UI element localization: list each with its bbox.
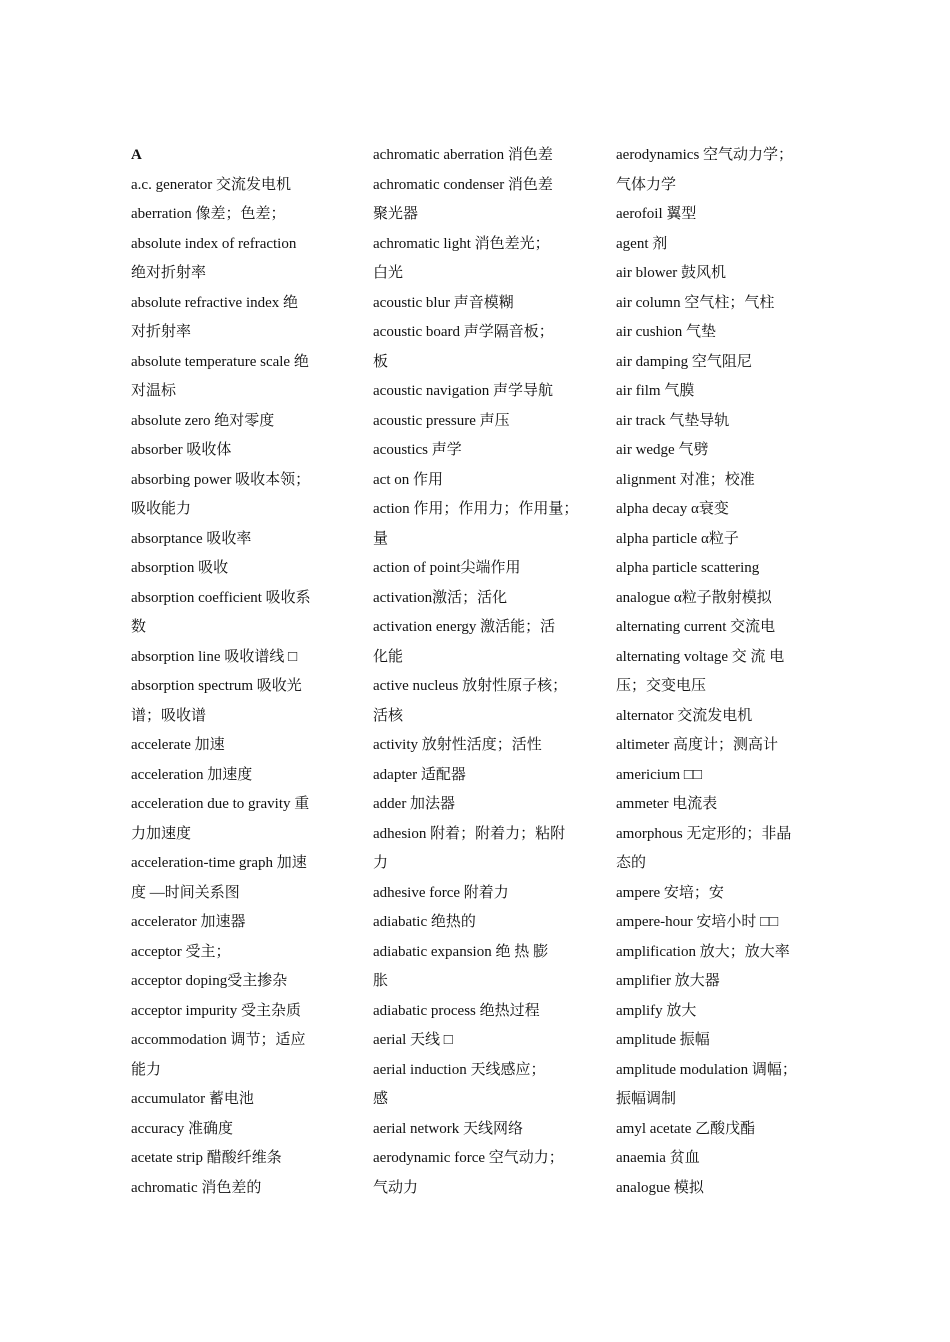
glossary-line: alpha particle α粒子 bbox=[616, 530, 739, 547]
glossary-line: acetate strip 醋酸纤维条 bbox=[131, 1150, 282, 1166]
glossary-line: aerodynamic force 空气动力； bbox=[373, 1150, 564, 1166]
glossary-line: air cushion 气垫 bbox=[616, 324, 716, 340]
glossary-line: amplify 放大 bbox=[616, 1002, 697, 1019]
glossary-line: aberration 像差；色差； bbox=[131, 206, 286, 222]
glossary-line: amplitude modulation 调幅； bbox=[616, 1061, 797, 1078]
column-2 bbox=[373, 141, 581, 1203]
glossary-line: absorption 吸收 bbox=[131, 560, 229, 576]
glossary-line: absorption spectrum 吸收光 bbox=[131, 678, 302, 694]
glossary-line: 气动力 bbox=[373, 1179, 419, 1196]
glossary-line: air track 气垫导轨 bbox=[616, 412, 730, 429]
glossary-line: acceptor impurity 受主杂质 bbox=[131, 1002, 301, 1019]
glossary-line: americium □□ bbox=[616, 766, 703, 783]
glossary-line: accommodation 调节；适应 bbox=[131, 1032, 306, 1048]
glossary-line: achromatic aberration 消色差 bbox=[373, 147, 553, 163]
glossary-line: 振幅调制 bbox=[616, 1091, 677, 1107]
glossary-line: 力 bbox=[373, 855, 389, 871]
glossary-line: 力加速度 bbox=[131, 825, 192, 842]
column-1 bbox=[131, 141, 339, 1203]
glossary-line: active nucleus 放射性原子核； bbox=[373, 678, 568, 694]
glossary-line: acceptor doping受主掺杂 bbox=[131, 973, 288, 989]
column-3 bbox=[616, 141, 824, 1203]
glossary-line: altimeter 高度计；测高计 bbox=[616, 737, 779, 753]
glossary-line: acoustics 声学 bbox=[373, 442, 462, 458]
glossary-line: adiabatic 绝热的 bbox=[373, 914, 476, 930]
glossary-line: accelerator 加速器 bbox=[131, 914, 246, 930]
glossary-line: acoustic blur 声音模糊 bbox=[373, 294, 514, 311]
glossary-line: adder 加法器 bbox=[373, 796, 456, 812]
glossary-line: aerofoil 翼型 bbox=[616, 206, 697, 222]
glossary-line: achromatic 消色差的 bbox=[131, 1179, 262, 1196]
glossary-line: aerial induction 天线感应； bbox=[373, 1061, 546, 1078]
glossary-line: 绝对折射率 bbox=[131, 265, 207, 281]
glossary-line: alpha particle scattering bbox=[616, 560, 760, 576]
glossary-line: acoustic navigation 声学导航 bbox=[373, 383, 553, 399]
glossary-line: alternator 交流发电机 bbox=[616, 707, 753, 724]
glossary-line: absolute temperature scale 绝 bbox=[131, 353, 309, 370]
glossary-line: achromatic condenser 消色差 bbox=[373, 176, 553, 193]
glossary-line: amplification 放大；放大率 bbox=[616, 943, 790, 960]
glossary-line: amyl acetate 乙酸戊酯 bbox=[616, 1120, 756, 1137]
glossary-line: analogue α粒子散射模拟 bbox=[616, 589, 772, 606]
glossary-line: activation激活；活化 bbox=[373, 589, 508, 606]
glossary-line: absolute zero 绝对零度 bbox=[131, 412, 275, 429]
glossary-line: absorber 吸收体 bbox=[131, 442, 232, 458]
glossary-line: act on 作用 bbox=[373, 471, 443, 488]
glossary-line: accuracy 准确度 bbox=[131, 1120, 234, 1137]
glossary-line: amplitude 振幅 bbox=[616, 1032, 710, 1048]
glossary-line: alternating voltage 交 流 电 bbox=[616, 648, 785, 665]
glossary-line: adhesion 附着；附着力；粘附 bbox=[373, 825, 566, 842]
glossary-line: absorbing power 吸收本领； bbox=[131, 471, 311, 488]
glossary-line: a.c. generator 交流发电机 bbox=[131, 176, 291, 193]
glossary-line: alignment 对准；校准 bbox=[616, 471, 755, 488]
glossary-line: absolute refractive index 绝 bbox=[131, 294, 299, 311]
glossary-line: amorphous 无定形的；非晶 bbox=[616, 825, 792, 842]
glossary-line: 压；交变电压 bbox=[616, 678, 707, 694]
glossary-line: 白光 bbox=[373, 265, 404, 281]
glossary-line: adiabatic expansion 绝 热 膨 bbox=[373, 943, 548, 960]
glossary-line: absorption line 吸收谱线 □ bbox=[131, 648, 298, 665]
glossary-line: achromatic light 消色差光； bbox=[373, 235, 550, 252]
glossary-line: acceleration 加速度 bbox=[131, 766, 253, 783]
glossary-line: accelerate 加速 bbox=[131, 737, 225, 753]
glossary-line: air blower 鼓风机 bbox=[616, 265, 726, 281]
glossary-line: absorption coefficient 吸收系 bbox=[131, 589, 311, 606]
glossary-line: 对折射率 bbox=[131, 324, 192, 340]
glossary-line: absolute index of refraction bbox=[131, 235, 297, 252]
glossary-line: acceleration-time graph 加速 bbox=[131, 855, 307, 871]
glossary-line: 对温标 bbox=[131, 383, 177, 399]
glossary-line: 活核 bbox=[373, 707, 404, 724]
glossary-line: aerial network 天线网络 bbox=[373, 1120, 523, 1137]
glossary-line: adapter 适配器 bbox=[373, 766, 466, 783]
glossary-line: agent 剂 bbox=[616, 235, 668, 252]
glossary-line: 聚光器 bbox=[373, 206, 419, 222]
glossary-line: action 作用；作用力；作用量； bbox=[373, 501, 579, 517]
glossary-line: air column 空气柱；气柱 bbox=[616, 294, 775, 311]
glossary-line: 量 bbox=[373, 530, 389, 547]
glossary-line: 度 —时间关系图 bbox=[131, 884, 240, 901]
glossary-line: 数 bbox=[131, 619, 147, 635]
glossary-line: ammeter 电流表 bbox=[616, 796, 718, 812]
glossary-line: action of point尖端作用 bbox=[373, 560, 521, 576]
glossary-line: acceleration due to gravity 重 bbox=[131, 796, 310, 812]
section-letter-heading: A bbox=[131, 147, 142, 163]
glossary-line: amplifier 放大器 bbox=[616, 973, 720, 989]
glossary-line: analogue 模拟 bbox=[616, 1179, 704, 1196]
glossary-line: 板 bbox=[373, 353, 389, 370]
glossary-line: 谱；吸收谱 bbox=[131, 707, 207, 724]
glossary-line: 吸收能力 bbox=[131, 501, 192, 517]
glossary-line: anaemia 贫血 bbox=[616, 1150, 700, 1166]
glossary-line: air wedge 气劈 bbox=[616, 442, 709, 458]
glossary-line: acoustic pressure 声压 bbox=[373, 412, 510, 429]
glossary-line: aerodynamics 空气动力学； bbox=[616, 147, 794, 163]
glossary-line: activation energy 激活能；活 bbox=[373, 619, 556, 635]
glossary-line: alternating current 交流电 bbox=[616, 619, 776, 635]
glossary-line: ampere 安培；安 bbox=[616, 884, 724, 901]
glossary-line: air film 气膜 bbox=[616, 383, 695, 399]
glossary-line: absorptance 吸收率 bbox=[131, 530, 252, 547]
glossary-line: adiabatic process 绝热过程 bbox=[373, 1002, 540, 1019]
glossary-line: 能力 bbox=[131, 1061, 162, 1078]
glossary-line: air damping 空气阻尼 bbox=[616, 353, 752, 370]
glossary-line: 胀 bbox=[373, 973, 389, 989]
glossary-line: acoustic board 声学隔音板； bbox=[373, 324, 554, 340]
glossary-line: accumulator 蓄电池 bbox=[131, 1091, 254, 1107]
glossary-line: alpha decay α衰变 bbox=[616, 501, 729, 517]
glossary-line: 气体力学 bbox=[616, 176, 677, 193]
glossary-line: adhesive force 附着力 bbox=[373, 884, 509, 901]
glossary-line: 态的 bbox=[616, 855, 647, 871]
glossary-line: 感 bbox=[373, 1091, 389, 1107]
glossary-line: aerial 天线 □ bbox=[373, 1032, 453, 1048]
glossary-line: activity 放射性活度；活性 bbox=[373, 737, 542, 753]
glossary-line: acceptor 受主； bbox=[131, 943, 231, 960]
glossary-line: 化能 bbox=[373, 648, 404, 665]
glossary-line: ampere-hour 安培小时 □□ bbox=[616, 914, 779, 930]
